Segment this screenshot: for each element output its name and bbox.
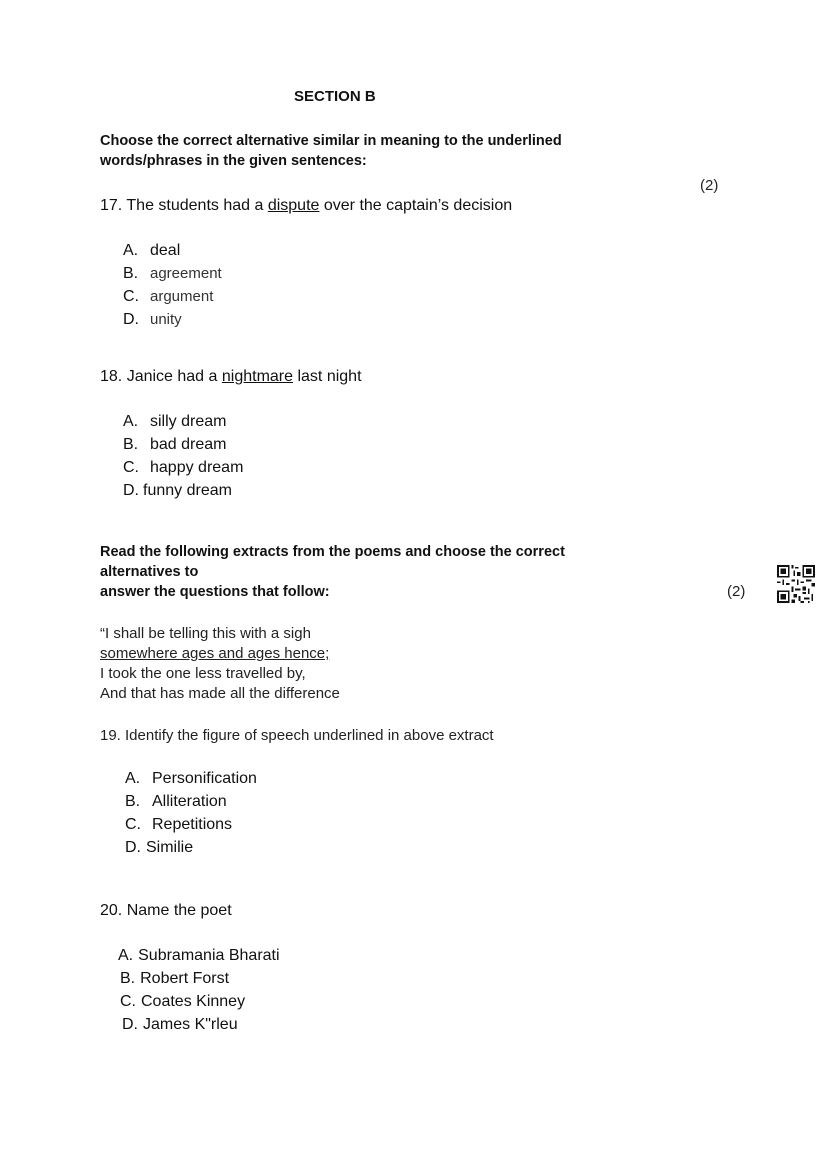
option-letter: A. [123,242,139,259]
question-text: 17. The students had a [100,197,268,214]
question-18 [100,368,362,386]
instruction-part2 [100,542,565,602]
option-text: silly dream [150,413,227,430]
poem-extract [100,624,340,704]
option-letter: B. [120,970,136,987]
option-letter: C. [125,816,141,833]
option-d [122,1013,280,1036]
marks-label: (2) [727,583,746,600]
instruction-line: Read the following extracts from the poems and choose the correct [100,544,565,560]
question-text: 18. Janice had a [100,368,222,385]
option-text: James K"rleu [143,1016,238,1033]
option-letter: C. [123,288,139,305]
option-letter: B. [123,265,139,282]
instruction-line: alternatives to [100,564,199,580]
instruction-part1 [100,131,562,171]
option-b [125,790,257,813]
option-b [120,967,280,990]
option-b [123,433,243,456]
poem-line: And that has made all the difference [100,685,340,702]
option-a [123,410,243,433]
option-d [123,479,243,502]
option-text: Similie [146,839,194,856]
option-a [123,239,222,262]
option-d [123,308,222,331]
option-text: Subramania Bharati [138,947,280,964]
option-letter: A. [118,947,134,964]
option-a [125,767,257,790]
instruction-line: Choose the correct alternative similar in meaning to the underlined [100,133,562,149]
q19-options [125,767,257,859]
q17-options [123,239,222,331]
qr-code [777,565,815,608]
poem-line: I took the one less travelled by, [100,665,306,682]
poem-line: “I shall be telling this with a sigh [100,625,311,642]
option-c [123,285,222,308]
marks-label: (2) [700,177,719,194]
option-text: bad dream [150,436,227,453]
question-text: last night [293,368,362,385]
qr-code-icon [777,565,815,603]
instruction-line: answer the questions that follow: [100,584,330,600]
q18-options [123,410,243,502]
question-17 [100,197,512,215]
option-text: Repetitions [152,816,233,833]
underlined-word: dispute [267,197,320,214]
option-letter: A. [123,413,139,430]
question-19: 19. Identify the figure of speech underlined in above extract [100,727,494,744]
option-letter: D. [125,839,141,856]
instruction-line: words/phrases in the given sentences: [100,153,367,169]
option-text: funny dream [143,482,232,499]
option-text: agreement [150,265,222,282]
option-text: Robert Forst [140,970,230,987]
question-text: over the captain’s decision [319,197,513,214]
option-letter: B. [125,793,141,810]
option-c [125,813,257,836]
option-d [125,836,257,859]
option-letter: B. [123,436,139,453]
option-letter: A. [125,770,141,787]
option-c [123,456,243,479]
option-text: Personification [152,770,257,787]
option-letter: D. [122,1016,138,1033]
q20-options [118,944,280,1036]
section-title: SECTION B [294,88,376,105]
option-letter: C. [120,993,136,1010]
option-c [120,990,280,1013]
option-letter: C. [123,459,139,476]
option-a [118,944,280,967]
option-text: deal [150,242,181,259]
option-text: unity [150,311,182,328]
option-text: argument [150,288,214,305]
question-20: 20. Name the poet [100,902,232,919]
option-text: Coates Kinney [141,993,246,1010]
poem-line-underlined: somewhere ages and ages hence; [100,645,330,662]
option-text: Alliteration [152,793,227,810]
option-b [123,262,222,285]
option-text: happy dream [150,459,244,476]
underlined-word: nightmare [221,368,294,385]
option-letter: D. [123,482,139,499]
option-letter: D. [123,311,139,328]
